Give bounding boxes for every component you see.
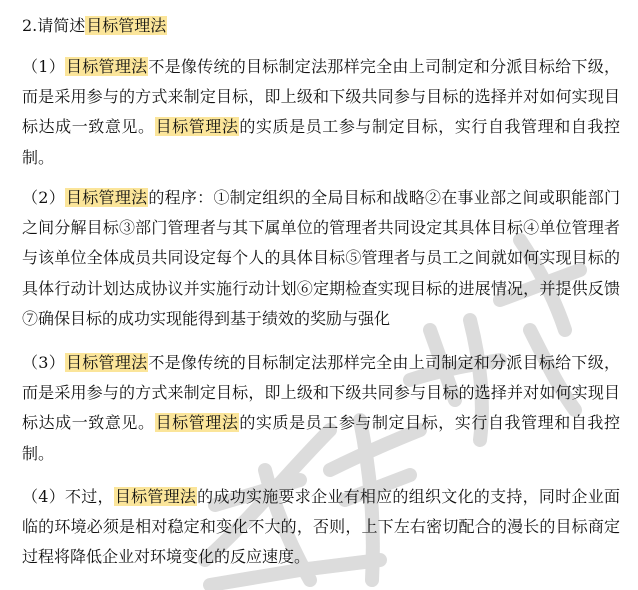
text-segment: （4）不过， (22, 487, 114, 506)
highlighted-keyword: 目标管理法 (114, 487, 197, 506)
answer-paragraph-1 (22, 52, 620, 173)
answer-paragraph-4 (22, 482, 620, 573)
text-segment: （1） (22, 57, 65, 76)
question-keyword: 目标管理法 (86, 16, 167, 35)
text-segment: 不是像传统的目标制定法那样完全由上司制定和分派目标给下级，而是采用参与的方式来制定目标，即上级和下级共同参与目标的选择并对如何实现目标达成一致意见。 (22, 57, 620, 137)
text-segment: 的程序：①制定组织的全局目标和战略②在事业部之间或职能部门之间分解目标③部门管理者与其下属单位的管理者共同设定其具体目标④单位管理者与该单位全体成员共同设定每个人的具体目标⑤管理者与员工之间就如何实现目标的具体行动计划达成协议并实施行动计划⑥定期检查实现目标的进展情况，并提供反馈⑦确保目标的成功实现能得到基于绩效的奖励与强化 (22, 188, 620, 328)
answer-paragraph-2 (22, 183, 620, 334)
question-number: 2. (22, 16, 38, 35)
highlighted-keyword: 目标管理法 (66, 188, 148, 207)
highlighted-keyword: 目标管理法 (155, 413, 239, 433)
answer-paragraph-3 (22, 348, 620, 469)
text-segment: 不是像传统的目标制定法那样完全由上司制定和分派目标给下级，而是采用参与的方式来制定目标，即上级和下级共同参与目标的选择并对如何实现目标达成一致意见。 (22, 353, 620, 433)
question-title (22, 14, 167, 38)
text-segment: 的实质是员工参与制定目标，实行自我管理和自我控制。 (22, 117, 620, 167)
text-segment: 的实质是员工参与制定目标，实行自我管理和自我控制。 (22, 413, 620, 463)
text-segment: （3） (22, 353, 65, 372)
question-text: 请简述 (37, 16, 86, 35)
text-segment: （2） (22, 188, 65, 207)
highlighted-keyword: 目标管理法 (66, 57, 148, 76)
highlighted-keyword: 目标管理法 (66, 353, 148, 372)
highlighted-keyword: 目标管理法 (155, 117, 239, 137)
text-segment: 的成功实施要求企业有相应的组织文化的支持，同时企业面临的环境必须是相对稳定和变化不大的，否则，上下左右密切配合的漫长的目标商定过程将降低企业对环境变化的反应速度。 (22, 487, 620, 567)
